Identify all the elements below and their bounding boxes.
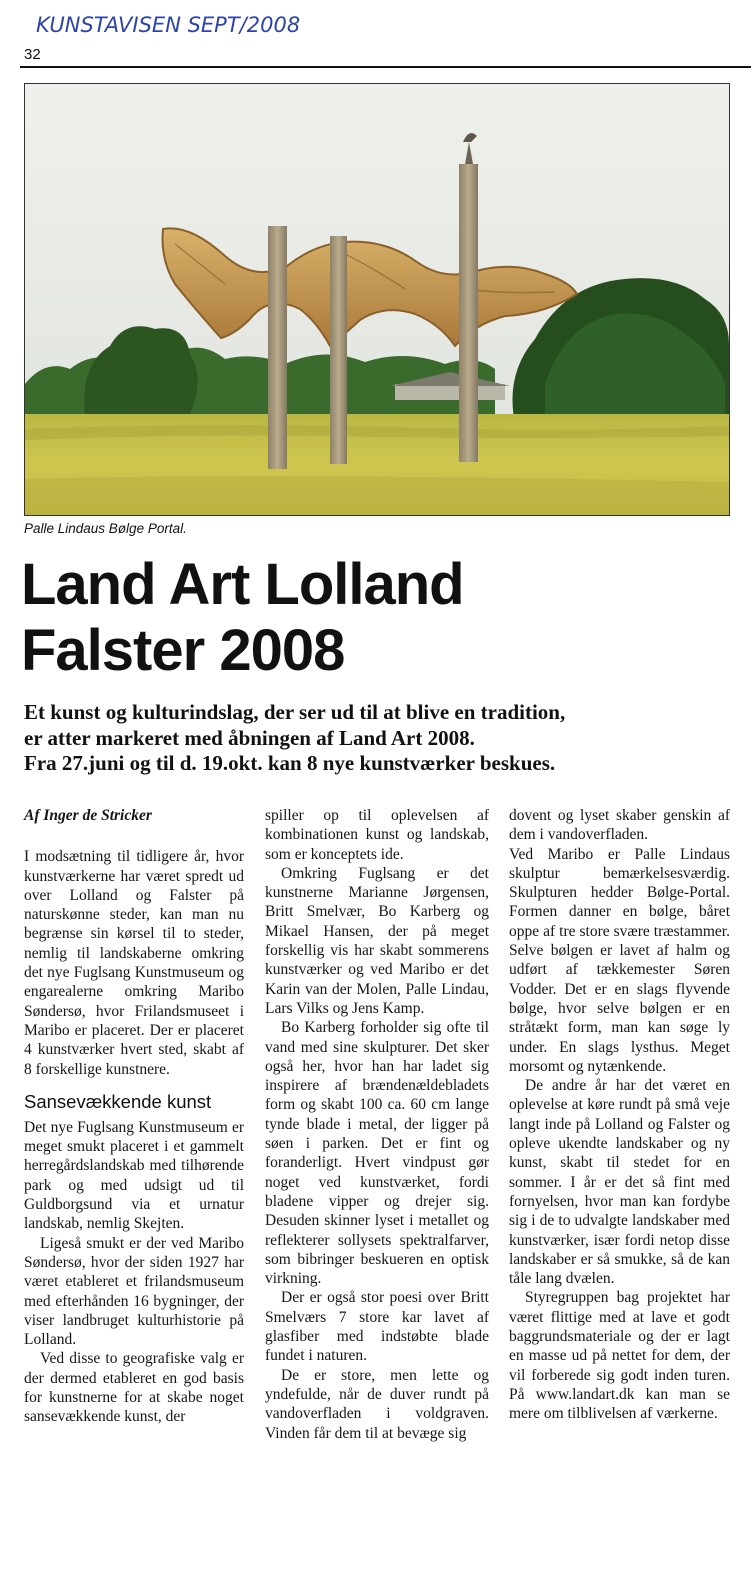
paragraph: Det nye Fuglsang Kunstmuseum er meget smukt placeret i et gammelt herregårdslandskab med tilhørende park og med udsigt ud til Guldborgsund via et urnatur landskab, nemlig Skejten. (24, 1118, 244, 1233)
paragraph: Styregruppen bag projektet har været flittige med at lave et godt baggrundsmateriale og der er lagt en masse ud på nettet for dem, der vil forberede sig godt inden turen. På www.landart.dk kan man se mere om tilblivelsen af værkerne. (509, 1289, 730, 1423)
article-column-1 (24, 806, 244, 1427)
lead-line-3: Fra 27.juni og til d. 19.okt. kan 8 nye kunstværker beskues. (24, 751, 556, 775)
paragraph: Omkring Fuglsang er det kunstnerne Marianne Jørgensen, Britt Smelvær, Bo Karberg og Mikael Hansen, der på meget forskellig vis har skabt sommerens kunstværker og ved Maribo er det Karin van der Molen, Palle Lindau, Lars Vilks og Jens Kamp. (265, 864, 489, 1017)
paragraph: Ved Maribo er Palle Lindaus skulptur bemærkelsesværdig. Skulpturen hedder Bølge-Portal. Formen danner en bølge, båret oppe af tre store svære træstammer. Selve bølgen er lavet af halm og udført af tækkemester Søren Vodder. Det er en slags flyvende bølge, hvor selve bølgen er en stråtækt form, man kan søge ly under. En slags lysthus. Meget morsomt og nytænkende. (509, 845, 730, 1075)
paragraph: spiller op til oplevelsen af kombinationen kunst og landskab, som er konceptets ide. (265, 807, 489, 863)
post-right (459, 164, 478, 462)
handwritten-annotation (36, 2, 376, 46)
headline-line-2: Falster 2008 (21, 618, 345, 683)
article-column-3 (509, 806, 730, 1424)
lead-line-2: er atter markeret med åbningen af Land Art 2008. (24, 725, 475, 750)
post-middle (330, 236, 347, 464)
sculpture-photo (25, 84, 729, 515)
paragraph: Der er også stor poesi over Britt Smelværs 7 store kar lavet af glasfiber med indstøbte blade fundet i naturen. (265, 1289, 489, 1365)
farm-building (395, 384, 505, 400)
paragraph: Ved disse to geografiske valg er der dermed etableret en god basis for kunstnerne for at skabe noget sansevækkende kunst, der (24, 1350, 244, 1426)
page-number: 32 (24, 46, 41, 63)
post-left (268, 226, 287, 469)
subheading: Sansevækkende kunst (24, 1090, 212, 1112)
article-headline (21, 552, 464, 684)
paragraph: I modsætning til tidligere år, hvor kunstværkerne har været spredt ud over Lolland og Falster på naturskønne steder, kan man nu begrænse sin kørsel til to steder, nemlig til landskaberne omkring det nye Fuglsang Kunstmuseum og engarealerne omkring Maribo Søndersø, hvor Frilandsmuseet i Maribo er placeret. Der er placeret 4 kunstværker hvert sted, skabt af 8 forskellige kunstnere. (24, 848, 244, 1078)
headline-line-1: Land Art Lolland (21, 552, 464, 617)
paragraph: De er store, men lette og yndefulde, når de duver rundt på vandoverfladen i voldgraven. Vinden får dem til at bevæge sig (265, 1366, 489, 1442)
byline: Af Inger de Stricker (24, 807, 152, 824)
paragraph: De andre år har det været en oplevelse at køre rundt på små veje langt inde på Lolland og Falster og opleve ukendte landskaber og ny kunst, skabt til stedet for en sommer. I år er det så fint med fornyelsen, hvor man kan fordybe sig i de to udvalgte landskaber med kunstværker, især fordi netop disse landskaber er så smukke, så de kan tåle lang dvælen. (509, 1077, 730, 1288)
article-lead (24, 700, 565, 777)
paragraph: dovent og lyset skaber genskin af dem i vandoverfladen. (509, 807, 730, 844)
header-rule (20, 66, 751, 68)
photo-caption: Palle Lindaus Bølge Portal. (24, 521, 187, 536)
article-column-2 (265, 806, 489, 1443)
paragraph: Ligeså smukt er der ved Maribo Søndersø, hvor der siden 1927 har været etableret et frilandsmuseum med efterhånden 16 bygninger, der viser landbruget kulturhistorie på Lolland. (24, 1234, 244, 1349)
paragraph: Bo Karberg forholder sig ofte til vand med sine skulpturer. Det sker også her, hvor han har ladet sig inspirere af brændenældebladets form og skabt 100 ca. 60 cm lange tynde blade i metal, der ligger på søen i parken. Det er fint og foranderligt. Hvert vindpust gør noget ved kunstværket, fordi bladene vipper og drejer sig. Desuden skinner lyset i metallet og reflekterer sollysets spektralfarver, som bibringer beskueren en optisk virkning. (265, 1019, 489, 1288)
lead-line-1: Et kunst og kulturindslag, der ser ud til at blive en tradition, (24, 700, 566, 724)
annotation-text: KUNSTAVISEN SEPT/2008 (36, 13, 301, 37)
article-photo (24, 83, 730, 516)
